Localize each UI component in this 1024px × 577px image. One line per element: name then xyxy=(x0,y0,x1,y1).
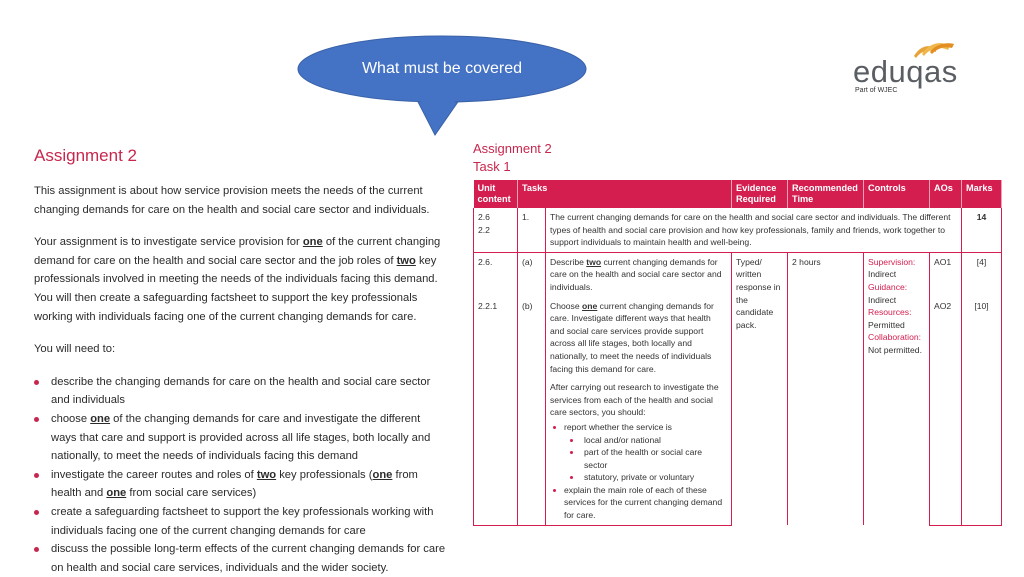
speech-bubble xyxy=(297,36,587,104)
table-subtitle: Task 1 xyxy=(473,159,511,174)
cell-evidence: Typed/ written response in the candidate pack. xyxy=(732,252,788,525)
header-aos: AOs xyxy=(930,180,962,208)
header-time: Recommended Time xyxy=(788,180,864,208)
cell-marks: 14 xyxy=(962,208,1002,252)
table-title: Assignment 2 xyxy=(473,141,552,156)
brief-bullet: describe the changing demands for care on the health and social care sector and individuals xyxy=(34,373,446,410)
cell-task-number: 1. xyxy=(518,208,546,252)
cell-unit: 2.6 2.2 xyxy=(474,208,518,252)
brief-bullets xyxy=(34,373,446,577)
cell-task-letter: (b) xyxy=(518,297,546,526)
brief-need-to: You will need to: xyxy=(34,343,116,356)
cell-task-text: Describe two current changing demands for care on the health and social care sector and individuals. xyxy=(546,252,732,296)
cell-marks: [4] xyxy=(962,252,1002,296)
task-sublist xyxy=(550,421,727,522)
brief-bullet: investigate the career routes and roles of two key professionals (one from health and one from social care services) xyxy=(34,466,446,503)
list-item: local and/or national xyxy=(550,434,727,447)
header-evidence: Evidence Required xyxy=(732,180,788,208)
brief-bullet: choose one of the changing demands for care and investigate the different ways that care and support is provided across all life stages, both locally and nationally, to meet the needs of individuals facing this demand xyxy=(34,410,446,466)
eduqas-logo xyxy=(850,40,960,100)
list-item: part of the health or social care sector xyxy=(550,446,727,471)
task-table-panel xyxy=(473,140,1003,526)
list-item: statutory, private or voluntary xyxy=(550,471,727,484)
speech-bubble-text: What must be covered xyxy=(361,60,523,77)
header-controls: Controls xyxy=(864,180,930,208)
cell-ao: AO1 xyxy=(930,252,962,296)
brief-task: Your assignment is to investigate service provision for one of the current changing demand for care on the health and social care sector and the job roles of two key professionals involved in meeting the needs of the individuals facing this demand. You will then create a safeguarding factsheet to support the key professionals working with individuals facing one of the current changing demands for care. xyxy=(34,236,441,323)
list-item: report whether the service is xyxy=(550,421,727,434)
cell-task-letter: (a) xyxy=(518,252,546,296)
task-table xyxy=(473,180,1002,526)
cell-time: 2 hours xyxy=(788,252,864,525)
cell-unit: 2.2.1 xyxy=(474,297,518,526)
header-unit-content: Unit content xyxy=(474,180,518,208)
brief-bullet: create a safeguarding factsheet to support the key professionals working with individuals facing one of the current changing demands for care xyxy=(34,503,446,540)
cell-marks: [10] xyxy=(962,297,1002,526)
table-header-row xyxy=(474,180,1002,208)
table-row xyxy=(474,252,1002,296)
brief-bullet: discuss the possible long-term effects of the current changing demands for care on health and social care services, individuals and the wider society. xyxy=(34,540,446,577)
cell-task-text: The current changing demands for care on the health and social care sector and individuals. The different types of health and social care provision and how key professionals, family and friends, work together to support individuals to maintain health and well-being. xyxy=(546,208,962,252)
brief-title: Assignment 2 xyxy=(34,146,137,165)
cell-ao: AO2 xyxy=(930,297,962,526)
logo-subtitle: Part of WJEC xyxy=(855,87,898,94)
cell-unit: 2.6. xyxy=(474,252,518,296)
header-tasks: Tasks xyxy=(518,180,732,208)
assignment-brief xyxy=(34,146,446,577)
cell-controls: Supervision: Indirect Guidance: Indirect Resources: Permitted Collaboration: Not permitted. xyxy=(864,252,930,525)
cell-task-text: Choose one current changing demands for care. Investigate different ways that health and social care services provide support across all life stages, both locally and nationally, to meet the needs of individuals facing this demand for care. After carrying out research to investigate the services from each of the health and social care sectors, you should: report whether the service is local and/or national part of the health or social care sector statutory, private or voluntary explain the main role of each of these services for the current changing demand for care. xyxy=(546,297,732,526)
logo-wordmark: eduqas xyxy=(853,54,958,89)
list-item: explain the main role of each of these services for the current changing demand for care. xyxy=(550,484,727,522)
header-marks: Marks xyxy=(962,180,1002,208)
brief-intro: This assignment is about how service provision meets the needs of the current changing demands for care on the health and social care sector and individuals. xyxy=(34,185,430,216)
table-row xyxy=(474,208,1002,252)
